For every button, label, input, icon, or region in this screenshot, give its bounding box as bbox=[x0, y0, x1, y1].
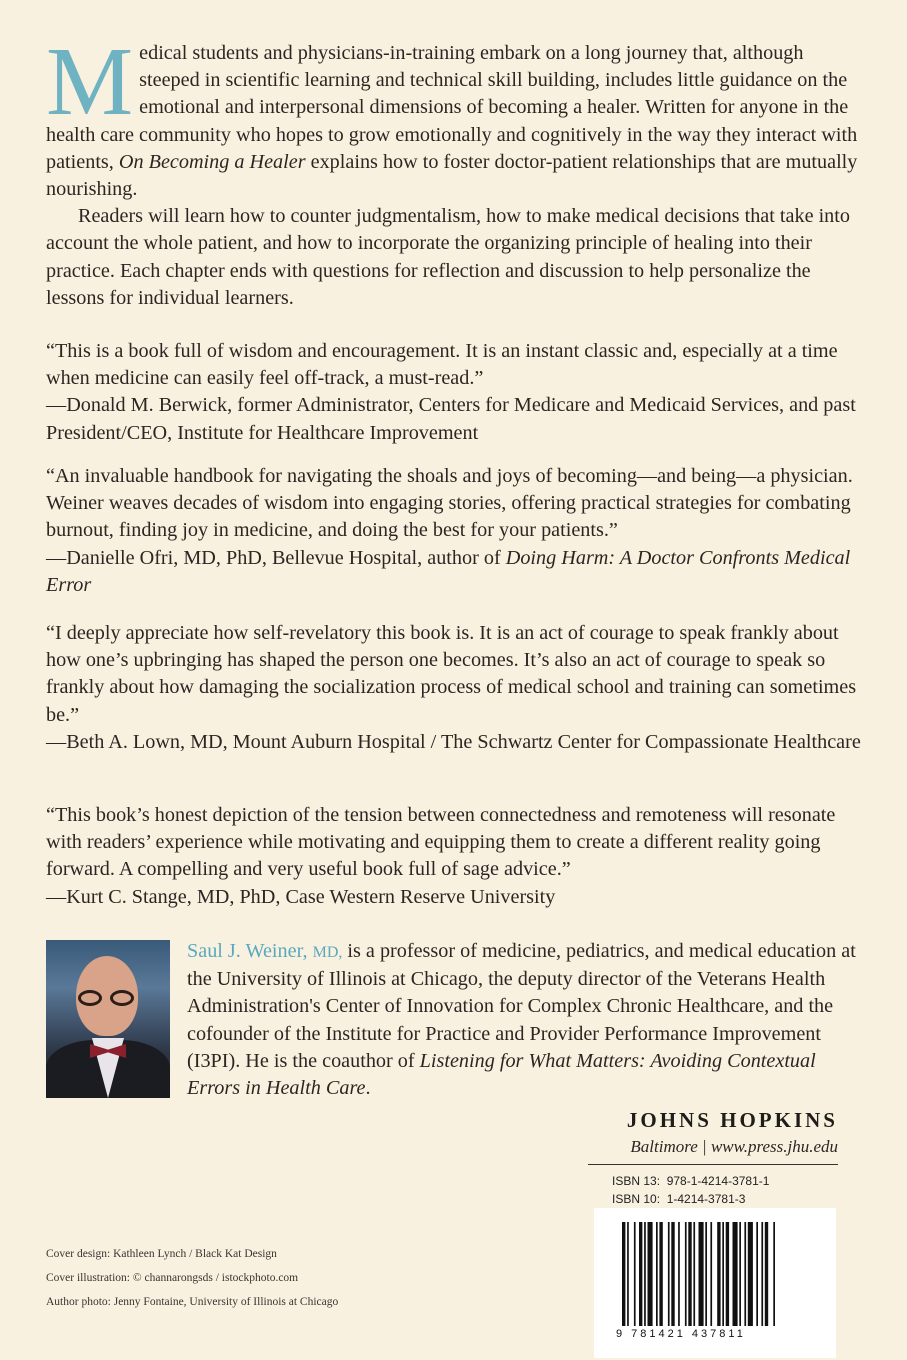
book-title: On Becoming a Healer bbox=[118, 150, 306, 173]
endorsement-ofri bbox=[46, 463, 862, 599]
endorsement-lown bbox=[46, 620, 862, 756]
description-blurb bbox=[46, 28, 862, 312]
publisher-name: JOHNS HOPKINS bbox=[626, 1108, 838, 1132]
credit-design: Cover design: Kathleen Lynch / Black Kat Design bbox=[46, 1248, 277, 1260]
publisher-imprint bbox=[588, 1108, 838, 1165]
barcode-panel bbox=[594, 1208, 836, 1358]
barcode-digits: 9 781421 437811 bbox=[616, 1328, 746, 1340]
endorsement-attribution: —Donald M. Berwick, former Administrator, Centers for Medicare and Medicaid Services, and past President/CEO, Institute for Healthcare Improvement bbox=[46, 394, 856, 444]
endorsement-attribution: —Kurt C. Stange, MD, PhD, Case Western Reserve University bbox=[46, 885, 556, 908]
author-other-book: Listening for What Matters: Avoiding Contextual Errors in Health Care bbox=[187, 1049, 816, 1100]
publisher-location-url: Baltimore | www.press.jhu.edu bbox=[588, 1137, 838, 1165]
barcode-icon bbox=[622, 1222, 818, 1326]
isbn-block bbox=[612, 1172, 769, 1208]
endorsement-text: “I deeply appreciate how self-revelatory this book is. It is an act of courage to speak frankly about how one’s upbringing has shaped the person one becomes. It’s also an act of courage to speak so frankly about how damaging the socialization process of medical school and training can sometimes be.” bbox=[46, 622, 857, 726]
author-name: Saul J. Weiner, MD, bbox=[187, 940, 343, 962]
endorsement-attribution: —Beth A. Lown, MD, Mount Auburn Hospital / The Schwartz Center for Compassionate Healthcare bbox=[46, 730, 861, 753]
drop-cap: M bbox=[46, 28, 134, 136]
endorsement-text: “This book’s honest depiction of the tension between connectedness and remoteness will resonate with readers’ experience while motivating and equipping them to create a different reality going forward. A compelling and very useful book full of sage advice.” bbox=[46, 804, 836, 881]
author-photo bbox=[46, 940, 170, 1098]
credit-photo: Author photo: Jenny Fontaine, University of Illinois at Chicago bbox=[46, 1296, 339, 1308]
isbn-10: ISBN 10: 1-4214-3781-3 bbox=[612, 1192, 746, 1206]
endorsement-berwick bbox=[46, 338, 862, 447]
endorsement-stange bbox=[46, 802, 862, 911]
endorsement-text: “An invaluable handbook for navigating the shoals and joys of becoming—and being—a physician. Weiner weaves decades of wisdom into engaging stories, offering practical strategies for combating burnout, finding joy in medicine, and doing the best for your patients.” bbox=[46, 465, 853, 542]
author-bio: Saul J. Weiner, MD, is a professor of medicine, pediatrics, and medical education at the University of Illinois at Chicago, the deputy director of the Veterans Health Administration's Center of Innovation for Complex Chronic Healthcare, and the cofounder of the Institute for Practice and Provider Performance Improvement (I3PI). He is the coauthor of Listening for What Matters: Avoiding Contextual Errors in Health Care. bbox=[46, 938, 862, 1102]
endorsement-text: “This is a book full of wisdom and encouragement. It is an instant classic and, especially at a time when medicine can easily feel off-track, a must-read.” bbox=[46, 340, 838, 390]
isbn-13: ISBN 13: 978-1-4214-3781-1 bbox=[612, 1174, 770, 1188]
credit-illustration: Cover illustration: © channarongsds / istockphoto.com bbox=[46, 1272, 299, 1284]
cover-credits bbox=[46, 1242, 338, 1314]
author-bio-text: is a professor of medicine, pediatrics, and medical education at the University of Illinois at Chicago, the deputy director of the Veterans Health Administration's Center of Innovation for Complex Chronic Healthcare, and the cofounder of the Institute for Practice and Provider Performance Improvement (I3PI). He is the coauthor of bbox=[187, 940, 856, 1072]
description-paragraph-1: Medical students and physicians-in-training embark on a long journey that, although steeped in scientific learning and technical skill building, includes little guidance on the emotional and interpersonal dimensions of becoming a healer. Written for anyone in the health care community who hopes to grow emotionally and cognitively in the way they interact with patients, On Becoming a Healer explains how to foster doctor-patient relationships that are mutually nourishing. bbox=[46, 28, 858, 201]
endorsement-attribution: —Danielle Ofri, MD, PhD, Bellevue Hospital, author of Doing Harm: A Doctor Confronts Medical Error bbox=[46, 546, 851, 596]
description-paragraph-2: Readers will learn how to counter judgmentalism, how to make medical decisions that take into account the whole patient, and how to incorporate the organizing principle of healing into their practice. Each chapter ends with questions for reflection and discussion to help personalize the lessons for individual learners. bbox=[46, 205, 850, 309]
